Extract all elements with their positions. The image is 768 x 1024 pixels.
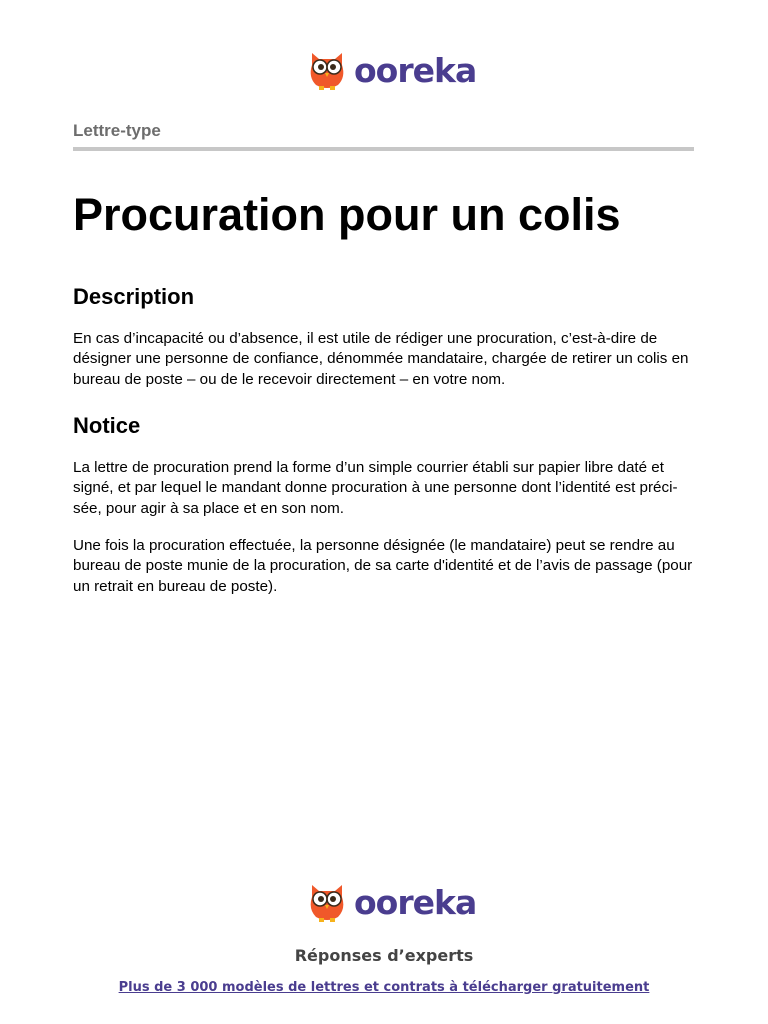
notice-paragraph-2: Une fois la procuration effectuée, la personne désignée (le mandataire) peut se rendre au bureau de poste munie de la procuration, de sa carte d'identité et de l’avis de passage (pour un retrait en bureau de poste). xyxy=(73,537,693,595)
footer-ooreka-logo xyxy=(306,881,476,923)
section-heading-description: Description xyxy=(73,284,195,309)
footer-brand-wordmark: ooreka xyxy=(354,882,477,922)
footer-templates-link[interactable]: Plus de 3 000 modèles de lettres et contrats à télécharger gratuitement xyxy=(118,980,650,995)
ooreka-logo xyxy=(306,49,476,91)
owl-mascot-icon xyxy=(306,49,348,91)
header-divider xyxy=(73,147,694,151)
section-heading-notice: Notice xyxy=(73,413,141,438)
document-category: Lettre-type xyxy=(73,121,161,140)
footer-tagline: Réponses d’experts xyxy=(294,946,474,965)
brand-wordmark: ooreka xyxy=(354,50,477,90)
document-title: Procuration pour un colis xyxy=(73,189,621,240)
description-paragraph: En cas d’incapacité ou d’absence, il est utile de rédiger une procuration, c’est-à-dire de désigner une personne de confiance, dénommée mandataire, chargée de retirer un colis en bureau de poste – ou de le recevoir directement – en votre nom. xyxy=(73,330,689,388)
notice-paragraph-1: La lettre de procuration prend la forme d’un simple courrier établi sur papier libre daté et signé, et par lequel le mandant donne procuration à une personne dont l’identité est préci-sée, pour agir à sa place et en son nom. xyxy=(73,459,678,517)
owl-mascot-icon xyxy=(306,881,348,923)
